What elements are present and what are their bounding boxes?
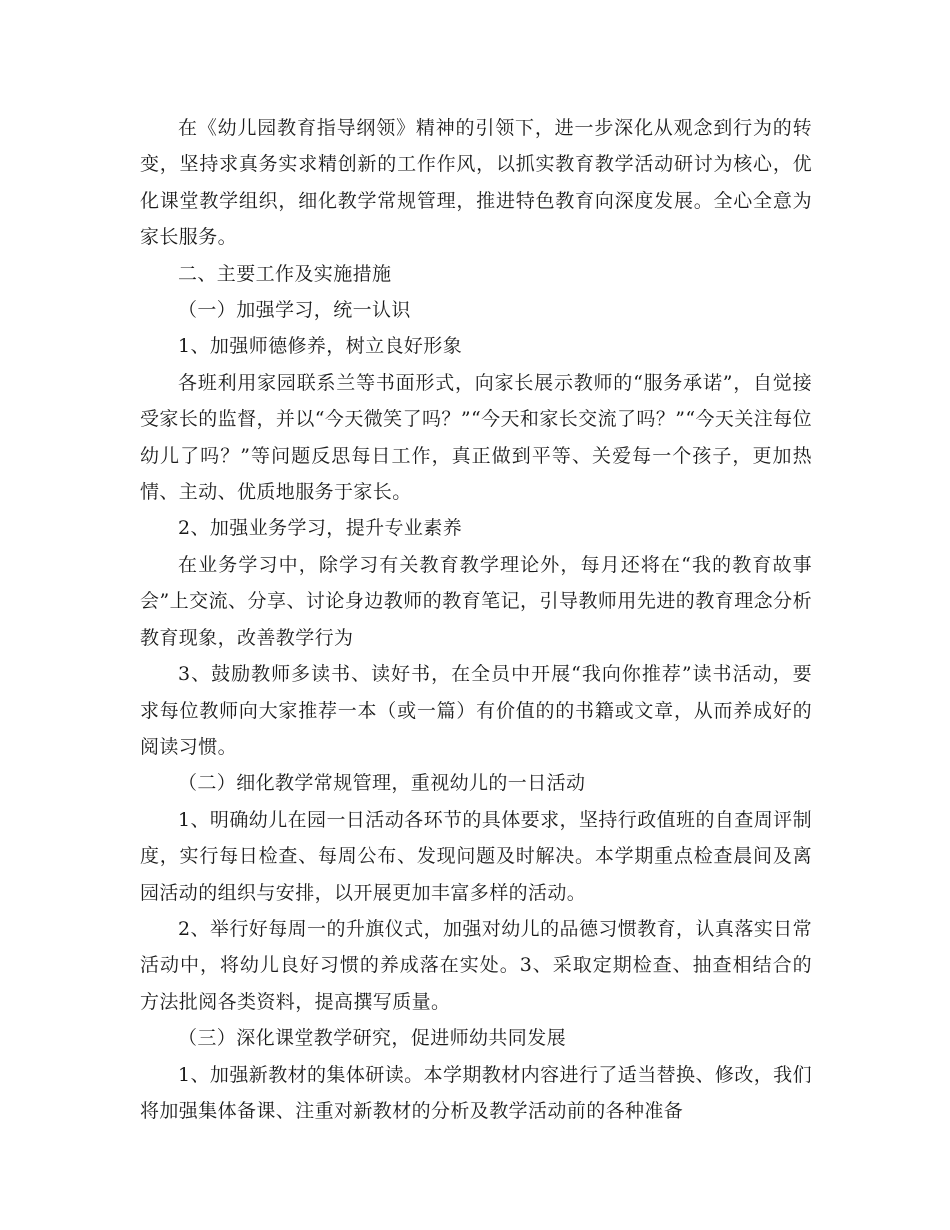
paragraph-daily-activities: 1、明确幼儿在园一日活动各环节的具体要求，坚持行政值班的自查周评制度，实行每日检查、每周公布、发现问题及时解决。本学期重点检查晨间及离园活动的组织与安排，以开展更加丰富多样的活动。	[140, 808, 812, 904]
document-body	[140, 110, 812, 1129]
paragraph-reading: 3、鼓励教师多读书、读好书，在全员中开展“我向你推荐”读书活动，要求每位教师向大家推荐一本（或一篇）有价值的的书籍或文章，从而养成好的阅读习惯。	[140, 663, 812, 758]
paragraph-new-materials: 1、加强新教材的集体研读。本学期教材内容进行了适当替换、修改，我们将加强集体备课、注重对新教材的分析及教学活动前的各种准备	[140, 1063, 812, 1122]
subsection-heading-2: （二）细化教学常规管理，重视幼儿的一日活动	[178, 772, 586, 795]
paragraph-ethics: 各班利用家园联系兰等书面形式，向家长展示教师的“服务承诺”，自觉接受家长的监督，并以“今天微笑了吗？”“今天和家长交流了吗？”“今天关注每位幼儿了吗？”等问题反思每日工作，真正做到平等、关爱每一个孩子，更加热情、主动、优质地服务于家长。	[140, 371, 812, 504]
paragraph-flag-ceremony: 2、举行好每周一的升旗仪式，加强对幼儿的品德习惯教育，认真落实日常活动中，将幼儿良好习惯的养成落在实处。3、采取定期检查、抽查相结合的方法批阅各类资料，提高撰写质量。	[140, 917, 812, 1013]
section-heading-main-work: 二、主要工作及实施措施	[178, 262, 392, 285]
paragraph-study: 在业务学习中，除学习有关教育教学理论外，每月还将在“我的教育故事会”上交流、分享、讨论身边教师的教育笔记，引导教师用先进的教育理念分析教育现象，改善教学行为	[140, 553, 812, 649]
subsection-heading-3: （三）深化课堂教学研究，促进师幼共同发展	[178, 1027, 567, 1050]
subsection-heading-1: （一）加强学习，统一认识	[178, 299, 411, 322]
item-heading-ethics: 1、加强师德修养，树立良好形象	[178, 335, 463, 358]
intro-paragraph: 在《幼儿园教育指导纲领》精神的引领下，进一步深化从观念到行为的转变，坚持求真务实求精创新的工作作风，以抓实教育教学活动研讨为核心，优化课堂教学组织，细化教学常规管理，推进特色教育向深度发展。全心全意为家长服务。	[140, 117, 812, 249]
item-heading-study: 2、加强业务学习，提升专业素养	[178, 517, 463, 540]
